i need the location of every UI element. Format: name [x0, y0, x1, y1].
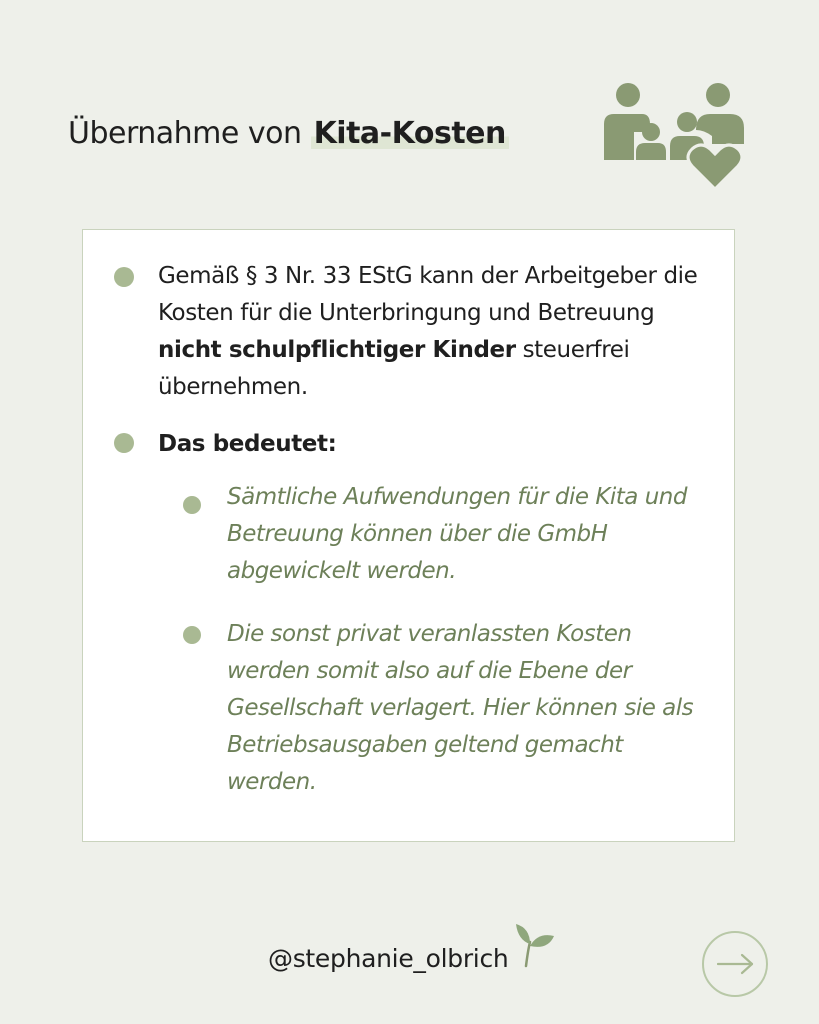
sprout-icon	[512, 920, 558, 968]
bullet-point-icon	[114, 433, 134, 453]
subpoint-2-text: Die sonst privat veranlassten Kosten werden somit also auf die Ebene der Gesellschaft verlagert. Hier können sie als Betriebsausgaben geltend gemacht werden.	[227, 621, 694, 795]
next-slide-button[interactable]	[702, 931, 768, 997]
page-title	[68, 112, 509, 156]
family-heart-icon	[600, 80, 748, 192]
point-2-label: Das bedeutet:	[158, 431, 337, 457]
sub-bullet-icon	[183, 626, 201, 644]
bullet-point-icon	[114, 267, 134, 287]
arrow-right-icon	[717, 953, 755, 975]
author-handle: @stephanie_olbrich	[268, 944, 509, 973]
subpoint-1-text: Sämtliche Aufwendungen für die Kita und Betreuung können über die GmbH abgewickelt werden.	[227, 484, 687, 584]
title-prefix: Übernahme von	[68, 116, 311, 151]
sub-bullet-icon	[183, 496, 201, 514]
point-1-text: Gemäß § 3 Nr. 33 EStG kann der Arbeitgeber die Kosten für die Unterbringung und Betreuung nicht schulpflichtiger Kinder steuerfrei übernehmen.	[158, 263, 698, 400]
title-highlight: Kita-Kosten	[311, 116, 509, 151]
